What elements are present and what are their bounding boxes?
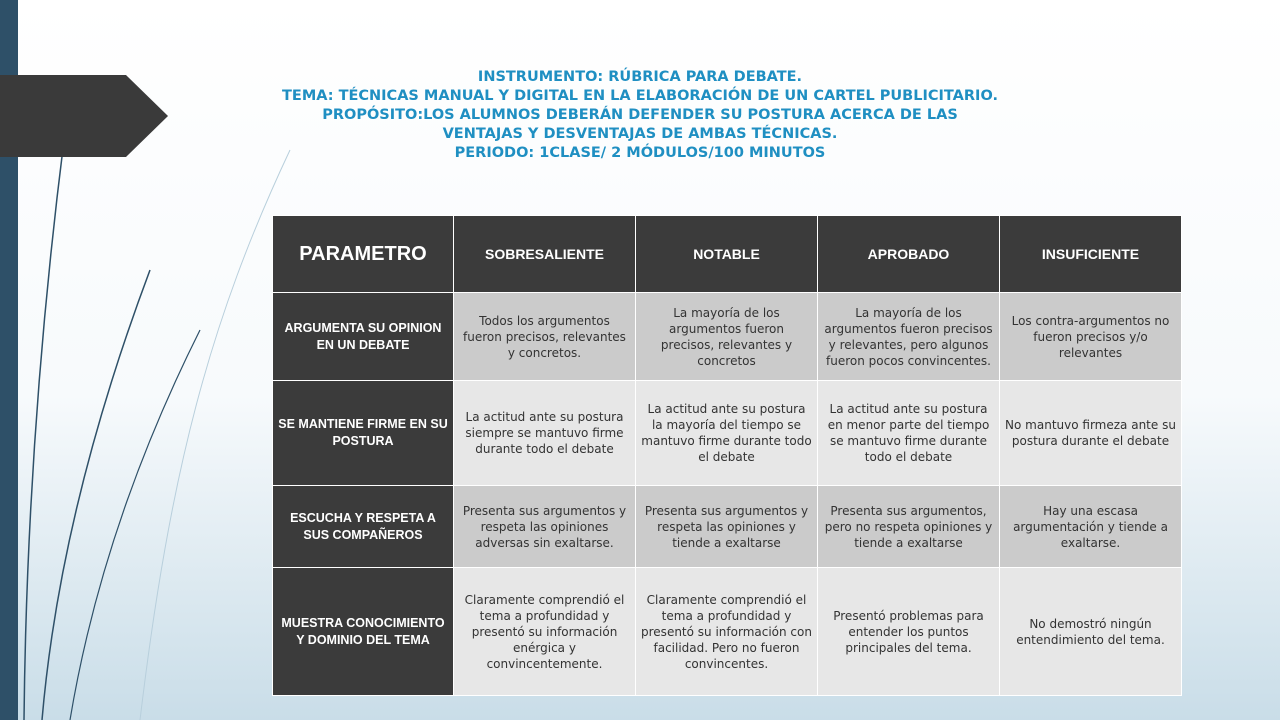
- table-cell: La actitud ante su postura siempre se mantuvo firme durante todo el debate: [454, 381, 636, 486]
- header-sobresaliente: SOBRESALIENTE: [454, 216, 636, 293]
- table-cell: Claramente comprendió el tema a profundidad y presentó su información enérgica y convincentemente.: [454, 568, 636, 696]
- title-line-topic: TEMA: TÉCNICAS MANUAL Y DIGITAL EN LA ELABORACIÓN DE UN CARTEL PUBLICITARIO.: [282, 88, 998, 104]
- title-line-period: PERIODO: 1CLASE/ 2 MÓDULOS/100 MINUTOS: [454, 145, 826, 161]
- title-line-instrument: INSTRUMENTO: RÚBRICA PARA DEBATE.: [477, 69, 803, 85]
- table-row: [273, 293, 1182, 381]
- table-header-row: [273, 216, 1182, 293]
- table-cell: No demostró ningún entendimiento del tema.: [1000, 568, 1182, 696]
- table-row: [273, 568, 1182, 696]
- table-row: [273, 486, 1182, 568]
- row-parameter: ESCUCHA Y RESPETA A SUS COMPAÑEROS: [273, 486, 454, 568]
- header-parametro: PARAMETRO: [273, 216, 454, 293]
- table-cell: Presenta sus argumentos y respeta las opiniones y tiende a exaltarse: [636, 486, 818, 568]
- table-cell: Hay una escasa argumentación y tiende a exaltarse.: [1000, 486, 1182, 568]
- table-cell: Presenta sus argumentos, pero no respeta opiniones y tiende a exaltarse: [818, 486, 1000, 568]
- table-cell: No mantuvo firmeza ante su postura durante el debate: [1000, 381, 1182, 486]
- table-cell: La mayoría de los argumentos fueron precisos, relevantes y concretos: [636, 293, 818, 381]
- title-line-purpose: PROPÓSITO:LOS ALUMNOS DEBERÁN DEFENDER SU POSTURA ACERCA DE LAS VENTAJAS Y DESVENTAJAS DE AMBAS TÉCNICAS.: [322, 107, 958, 142]
- table-cell: Presentó problemas para entender los puntos principales del tema.: [818, 568, 1000, 696]
- table-cell: Los contra-argumentos no fueron precisos y/o relevantes: [1000, 293, 1182, 381]
- table-row: [273, 381, 1182, 486]
- header-notable: NOTABLE: [636, 216, 818, 293]
- table-cell: La actitud ante su postura la mayoría del tiempo se mantuvo firme durante todo el debate: [636, 381, 818, 486]
- row-parameter: SE MANTIENE FIRME EN SU POSTURA: [273, 381, 454, 486]
- rubric-table: [272, 215, 1182, 696]
- table-cell: La mayoría de los argumentos fueron precisos y relevantes, pero algunos fueron pocos convincentes.: [818, 293, 1000, 381]
- header-insuficiente: INSUFICIENTE: [1000, 216, 1182, 293]
- table-cell: Claramente comprendió el tema a profundidad y presentó su información con facilidad. Pero no fueron convincentes.: [636, 568, 818, 696]
- row-parameter: MUESTRA CONOCIMIENTO Y DOMINIO DEL TEMA: [273, 568, 454, 696]
- table-cell: Todos los argumentos fueron precisos, relevantes y concretos.: [454, 293, 636, 381]
- header-aprobado: APROBADO: [818, 216, 1000, 293]
- table-cell: Presenta sus argumentos y respeta las opiniones adversas sin exaltarse.: [454, 486, 636, 568]
- title-arrow-shape: [0, 75, 168, 157]
- slide-title: [280, 68, 1000, 163]
- table-cell: La actitud ante su postura en menor parte del tiempo se mantuvo firme durante todo el debate: [818, 381, 1000, 486]
- row-parameter: ARGUMENTA SU OPINION EN UN DEBATE: [273, 293, 454, 381]
